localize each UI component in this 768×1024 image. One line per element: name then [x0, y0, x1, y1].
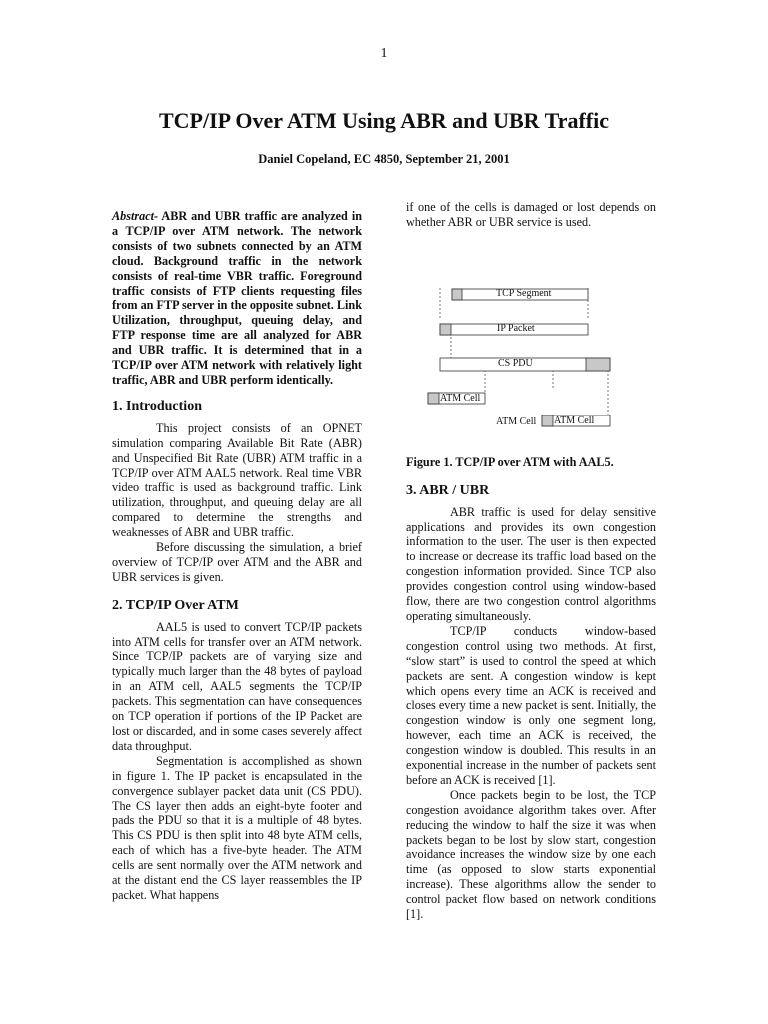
- atm-cell-3-row: [406, 415, 656, 441]
- left-column: [112, 209, 362, 903]
- tcpip-paragraph-1: AAL5 is used to convert TCP/IP packets into ATM cells for transfer over an ATM network. Since TCP/IP packets are of varying size and typically much larger than the 48 bytes of payload in an ATM cell, AAL5 segments the TCP/IP packets. This segmentation can have consequences on TCP operation if portions of the IP Packet are lost or discarded, and in some cases severely affect data throughput.: [112, 619, 362, 753]
- abr-paragraph-2: TCP/IP conducts window-based congestion control using two methods. At first, “slow start” is used to control the speed at which packets are sent. A congestion window is kept which opens every time an ACK is received and closes every time a new packet is sent. Initially, the congestion window is only one segment long, however, each time an ACK is received, the congestion window is doubled. This results in an exponential increase in the number of packets sent before an ACK is received [1].: [406, 623, 656, 787]
- figure-1-segmentation-diagram: [406, 240, 656, 427]
- label-ip-packet: IP Packet: [497, 322, 535, 334]
- section-heading-tcpip-over-atm: 2. TCP/IP Over ATM: [112, 597, 239, 613]
- tcpip-paragraph-2: Segmentation is accomplished as shown in figure 1. The IP packet is encapsulated in the convergence sublayer packet data unit (CS PDU). The CS layer then adds an eight-byte footer and pads the PDU so that it is a multiple of 48 bytes. This CS PDU is then split into 48 byte ATM cells, each of which has a five-byte header. The ATM cells are sent normally over the ATM network and at the distant end the CS layer reassembles the IP packet. What happens: [112, 753, 362, 902]
- intro-paragraph-2: Before discussing the simulation, a brief overview of TCP/IP over ATM and the ABR and UBR services is given.: [112, 540, 362, 584]
- abstract-text: ABR and UBR traffic are analyzed in a TCP/IP over ATM network. The network consists of two subnets connected by an ATM cloud. Background traffic in the network consists of real-time VBR traffic. Foreground traffic consists of FTP clients requesting files from an FTP server in the opposite subnet. Link Utilization, throughput, queuing delay, and FTP response time are all analyzed for ABR and UBR traffic. It is determined that in a TCP/IP over ATM network with relatively light traffic, ABR and UBR perform identically.: [112, 209, 362, 387]
- label-cs-pdu: CS PDU: [498, 357, 533, 369]
- section-heading-introduction: 1. Introduction: [112, 398, 202, 414]
- label-atm-cell-3: ATM Cell: [554, 414, 595, 426]
- abstract: [112, 209, 362, 388]
- tcp-header-block: [452, 289, 462, 300]
- tcpip-paragraph-3: if one of the cells is damaged or lost depends on whether ABR or UBR service is used.: [406, 200, 656, 229]
- page-number: 1: [380, 46, 388, 61]
- atm-cell-3-header: [542, 415, 553, 426]
- section-heading-abr-ubr: 3. ABR / UBR: [406, 482, 490, 498]
- figure-1-caption: Figure 1. TCP/IP over ATM with AAL5.: [406, 454, 614, 469]
- abr-paragraph-1: ABR traffic is used for delay sensitive applications and provides its own congestion information to the user. The user is then expected to increase or decrease its traffic load based on the congestion information provided. Since TCP also provides congestion control using window-based flow, there are two congestion control algorithms operating simultaneously.: [406, 504, 656, 623]
- atm-cell-1-header: [428, 393, 439, 404]
- cs-pdu-footer-block: [586, 358, 610, 371]
- atm-cell-3-diagram: [406, 415, 656, 441]
- label-atm-cell-2: ATM Cell: [496, 415, 537, 427]
- intro-paragraph-1: This project consists of an OPNET simulation comparing Available Bit Rate (ABR) and Unspecified Bit Rate (UBR) ATM traffic in a TCP/IP over ATM AAL5 network. Real time VBR video traffic is used as background traffic. Link utilization, throughput, and queuing delay are all compared to determine the strengths and weaknesses of ABR and UBR traffic.: [112, 420, 362, 540]
- author-byline: Daniel Copeland, EC 4850, September 21, 2001: [258, 152, 510, 166]
- ip-header-block: [440, 324, 451, 335]
- right-column: [406, 200, 656, 922]
- abr-paragraph-3: Once packets begin to be lost, the TCP congestion avoidance algorithm takes over. After reducing the window to half the size it was when packets began to be lost by slow start, congestion avoidance increases the window size by one each time (as opposed to slow starts exponential increase). These algorithms allow the sender to control packet flow based on network conditions [1].: [406, 787, 656, 922]
- label-tcp-segment: TCP Segment: [496, 287, 552, 299]
- paper-title: TCP/IP Over ATM Using ABR and UBR Traffic: [158, 108, 609, 133]
- label-atm-cell-1: ATM Cell: [440, 392, 481, 404]
- abstract-lead: Abstract-: [112, 209, 159, 223]
